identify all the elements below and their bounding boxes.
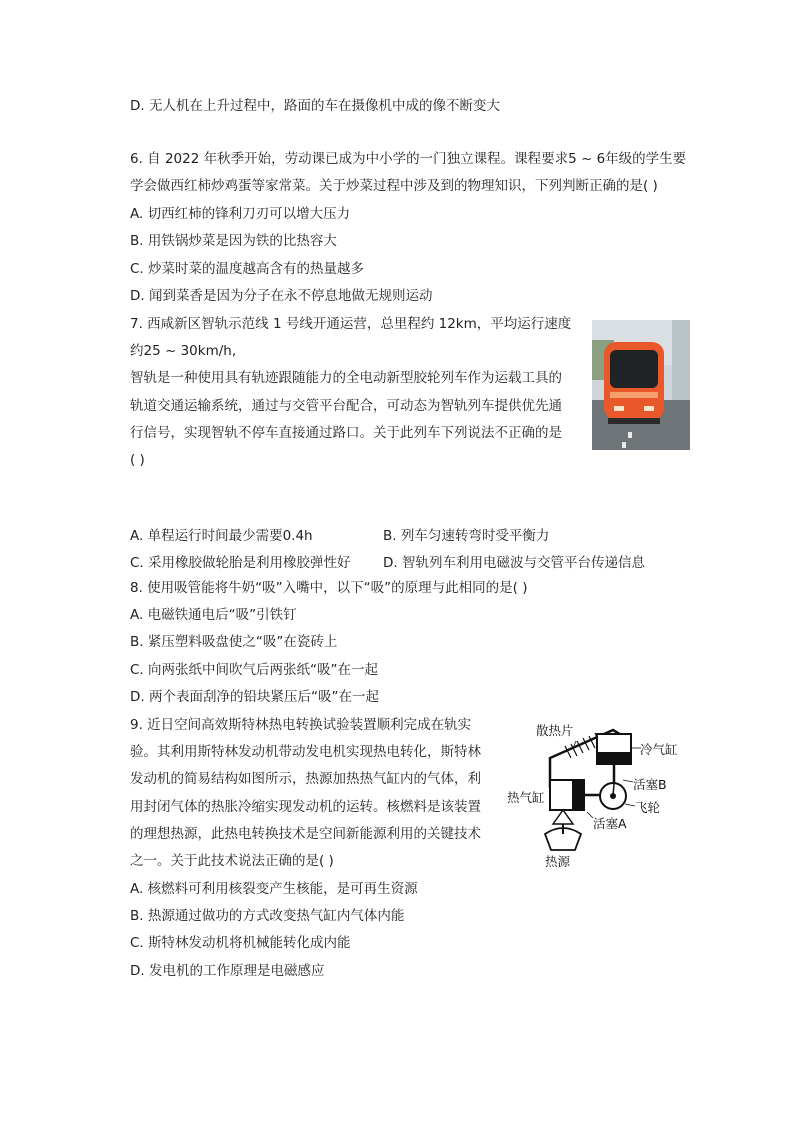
q8-option-a: A. 电磁铁通电后“吸”引铁钉 xyxy=(130,607,297,623)
q7-stem-line6: ( ) xyxy=(130,452,145,468)
q9-option-b: B. 热源通过做功的方式改变热气缸内气体内能 xyxy=(130,908,405,924)
q7-option-d: D. 智轨列车利用电磁波与交管平台传递信息 xyxy=(383,555,645,571)
label-cold-cylinder: 冷气缸 xyxy=(640,742,678,757)
q7-option-c: C. 采用橡胶做轮胎是利用橡胶弹性好 xyxy=(130,555,351,571)
q8-option-b: B. 紧压塑料吸盘使之“吸”在瓷砖上 xyxy=(130,634,338,650)
stirling-engine-diagram xyxy=(505,718,690,870)
q7-stem-line3: 智轨是一种使用具有轨迹跟随能力的全电动新型胶轮列车作为运载工具的 xyxy=(130,370,562,386)
q7-option-b: B. 列车匀速转弯时受平衡力 xyxy=(383,528,550,544)
label-heat-source: 热源 xyxy=(545,854,571,869)
q7-stem-line4: 轨道交通运输系统，通过与交管平台配合，可动态为智轨列车提供优先通 xyxy=(130,398,562,414)
q7-stem-line5: 行信号，实现智轨不停车直接通过路口。关于此列车下列说法不正确的是 xyxy=(130,425,562,441)
q8-option-d: D. 两个表面刮净的铅块紧压后“吸”在一起 xyxy=(130,689,379,705)
q9-option-a: A. 核燃料可利用核裂变产生核能，是可再生资源 xyxy=(130,881,418,897)
q9-stem-line2: 验。其利用斯特林发动机带动发电机实现热电转化，斯特林 xyxy=(130,744,481,760)
q8-option-c: C. 向两张纸中间吹气后两张纸“吸”在一起 xyxy=(130,662,378,678)
q6-option-b: B. 用铁锅炒菜是因为铁的比热容大 xyxy=(130,233,337,249)
q6-option-c: C. 炒菜时菜的温度越高含有的热量越多 xyxy=(130,261,365,277)
q5-option-d: D. 无人机在上升过程中，路面的车在摄像机中成的像不断变大 xyxy=(130,98,500,114)
q9-stem-line6: 之一。关于此技术说法正确的是( ) xyxy=(130,853,334,869)
q6-option-d: D. 闻到菜香是因为分子在永不停息地做无规则运动 xyxy=(130,288,433,304)
q9-stem-line1: 9. 近日空间高效斯特林热电转换试验装置顺利完成在轨实 xyxy=(130,717,472,733)
label-flywheel: 飞轮 xyxy=(635,800,661,815)
label-piston-a: 活塞A xyxy=(593,816,627,831)
label-piston-b: 活塞B xyxy=(633,777,667,792)
q9-stem-line3: 发动机的简易结构如图所示，热源加热热气缸内的气体，利 xyxy=(130,771,481,787)
q8-stem: 8. 使用吸管能将牛奶“吸”入嘴中，以下“吸”的原理与此相同的是( ) xyxy=(130,580,528,596)
q9-option-d: D. 发电机的工作原理是电磁感应 xyxy=(130,963,325,979)
q6-stem-line2: 学会做西红柿炒鸡蛋等家常菜。关于炒菜过程中涉及到的物理知识，下列判断正确的是( ) xyxy=(130,178,658,194)
q6-option-a: A. 切西红柿的锋利刀刃可以增大压力 xyxy=(130,206,351,222)
q6-stem-line1: 6. 自 2022 年秋季开始，劳动课已成为中小学的一门独立课程。课程要求5 ~ 6年级的学生要 xyxy=(130,151,687,167)
q9-stem-line5: 的理想热源，此热电转换技术是空间新能源利用的关键技术 xyxy=(130,826,481,842)
q9-stem-line4: 用封闭气体的热胀冷缩实现发动机的运转。核燃料是该装置 xyxy=(130,799,481,815)
q7-stem-line1: 7. 西咸新区智轨示范线 1 号线开通运营，总里程约 12km，平均运行速度 xyxy=(130,316,572,332)
q7-option-a: A. 单程运行时间最少需要0.4h xyxy=(130,528,313,544)
label-hot-cylinder: 热气缸 xyxy=(507,790,545,805)
label-fins: 散热片 xyxy=(536,723,574,738)
q7-stem-line2: 约25 ~ 30km/h, xyxy=(130,343,237,359)
q9-option-c: C. 斯特林发动机将机械能转化成内能 xyxy=(130,935,351,951)
smart-rail-train-photo xyxy=(592,320,690,450)
